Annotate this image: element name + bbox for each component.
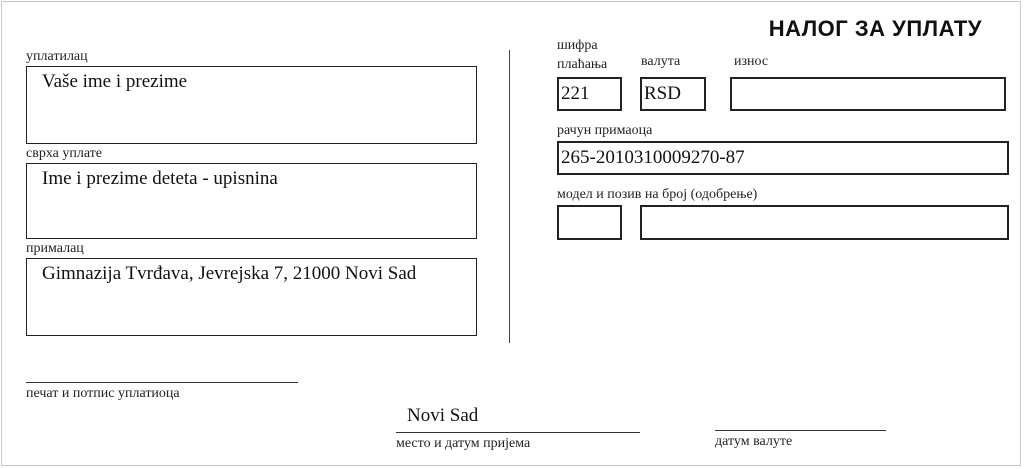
payer-value: Vaše ime i prezime bbox=[42, 71, 188, 92]
place-value[interactable]: Novi Sad bbox=[407, 405, 479, 426]
model-field[interactable] bbox=[557, 205, 622, 240]
account-field[interactable] bbox=[557, 141, 1009, 175]
signature-label: печат и потпис уплатиоца bbox=[26, 386, 180, 401]
place-date-label: место и датум пријема bbox=[396, 436, 531, 451]
currency-field[interactable] bbox=[640, 77, 706, 111]
payment-code-label-line1: шифра bbox=[557, 38, 598, 53]
purpose-value: Ime i prezime deteta - upisnina bbox=[42, 168, 278, 189]
recipient-value: Gimnazija Tvrđava, Jevrejska 7, 21000 Novi Sad bbox=[42, 263, 417, 284]
signature-line bbox=[26, 382, 298, 383]
place-date-line bbox=[396, 432, 640, 433]
purpose-label: сврха уплате bbox=[26, 146, 103, 161]
payment-code-field[interactable] bbox=[557, 77, 622, 111]
form-title: НАЛОГ ЗА УПЛАТУ bbox=[768, 16, 982, 41]
payer-label: уплатилац bbox=[26, 49, 88, 64]
value-date-line bbox=[715, 430, 886, 431]
payer-field[interactable] bbox=[26, 66, 477, 144]
recipient-label: прималац bbox=[26, 241, 84, 256]
purpose-field[interactable] bbox=[26, 163, 477, 239]
account-value: 265-2010310009270-87 bbox=[561, 147, 745, 168]
center-divider bbox=[509, 50, 510, 343]
reference-number-field[interactable] bbox=[640, 205, 1009, 240]
model-label: модел и позив на број (одобрење) bbox=[557, 187, 758, 202]
payment-code-label-line2: плаћања bbox=[557, 57, 608, 72]
recipient-field[interactable] bbox=[26, 258, 477, 336]
amount-label: износ bbox=[734, 54, 769, 69]
currency-value: RSD bbox=[644, 83, 681, 104]
payment-code-value: 221 bbox=[561, 83, 590, 104]
amount-field[interactable] bbox=[730, 77, 1006, 111]
payment-order-form bbox=[1, 1, 1021, 466]
account-label: рачун примаоца bbox=[557, 123, 653, 138]
currency-label: валута bbox=[641, 54, 681, 69]
value-date-label: датум валуте bbox=[715, 434, 793, 449]
